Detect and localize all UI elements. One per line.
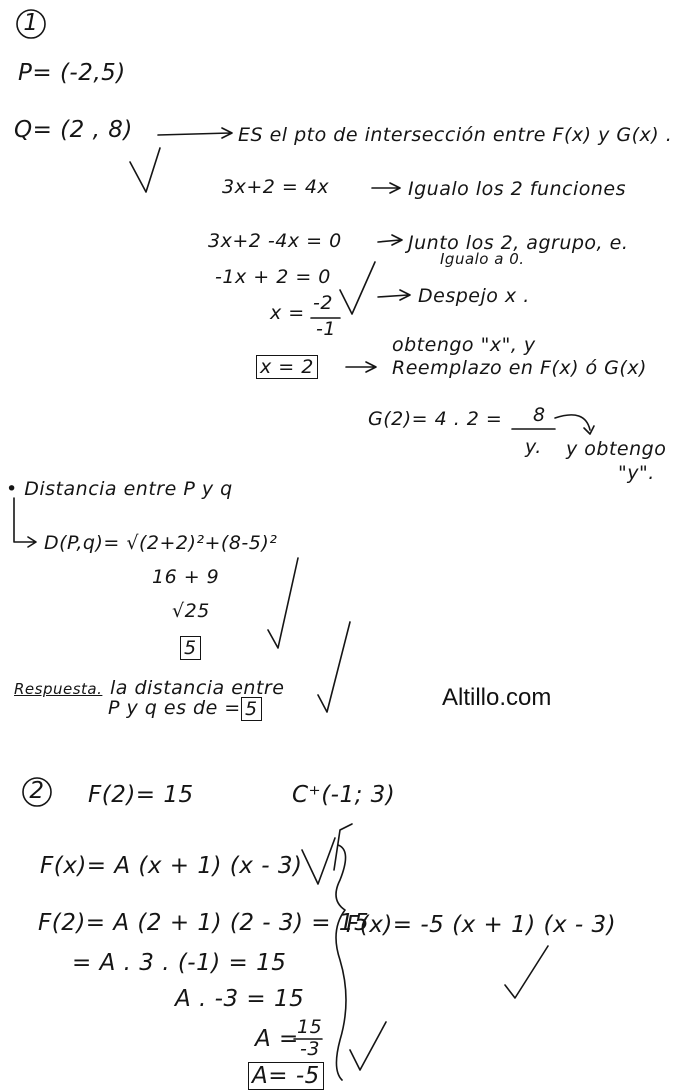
equation-4-note: Despejo x . <box>418 285 530 307</box>
bracket-right <box>336 845 346 1080</box>
obtengo-note: obtengo "x", y <box>392 334 536 356</box>
y-mark: y. <box>525 436 542 458</box>
vertex-c: C⁺(-1; 3) <box>292 782 396 808</box>
equation-4-left: x = <box>270 302 305 324</box>
substitution-3: A . -3 = 15 <box>175 986 305 1012</box>
checkmark-final <box>505 946 548 998</box>
substitution-1: F(2)= A (2 + 1) (2 - 3) = 15 <box>38 910 370 936</box>
equation-2-note-a: Junto los 2, agrupo, e. <box>408 232 629 254</box>
equation-1: 3x+2 = 4x <box>222 176 330 198</box>
conclusion-label: Respuesta. <box>14 680 103 698</box>
distance-bracket-arrow <box>14 498 36 547</box>
arrow-g-value <box>555 415 594 434</box>
arrow-x-result <box>346 362 376 372</box>
conclusion-value: 5 <box>241 697 262 721</box>
distance-step-1: 16 + 9 <box>152 566 220 588</box>
section-2-number: 2 <box>29 778 45 804</box>
y-note-a: y obtengo <box>566 438 667 460</box>
checkmark-bottom <box>350 1022 386 1070</box>
a-result: A= -5 <box>248 1062 324 1090</box>
equation-4-numerator: -2 <box>313 292 333 314</box>
equation-3: -1x + 2 = 0 <box>215 266 331 288</box>
checkmark-eq4 <box>340 262 375 314</box>
a-left: A = <box>255 1026 299 1052</box>
arrow-eq1 <box>372 183 400 193</box>
arrow-eq4 <box>378 290 410 300</box>
checkmark-general-form <box>302 838 335 884</box>
section-1-number: 1 <box>23 10 39 36</box>
arrow-eq2 <box>378 235 402 245</box>
point-p: P= (-2,5) <box>18 60 126 86</box>
distance-step-2: √25 <box>172 600 210 622</box>
equation-2-note-b: Igualo a 0. <box>440 250 525 268</box>
a-denominator: -3 <box>300 1038 320 1060</box>
arrow-q-note <box>158 128 232 138</box>
equation-2: 3x+2 -4x = 0 <box>208 230 342 252</box>
a-numerator: 15 <box>297 1016 323 1038</box>
point-q: Q= (2 , 8) <box>14 117 133 143</box>
final-function: F(x)= -5 (x + 1) (x - 3) <box>346 912 617 938</box>
x-result: x = 2 <box>256 355 318 379</box>
checkmark-q <box>130 148 160 192</box>
reemplazo-note: Reemplazo en F(x) ó G(x) <box>392 357 647 379</box>
g-value: 8 <box>533 404 546 426</box>
conclusion-line-a: la distancia entre <box>110 677 285 699</box>
conclusion-line-b: P y q es de = <box>108 697 241 719</box>
checkmark-c <box>334 824 352 870</box>
q-note: ES el pto de intersección entre F(x) y G(x) . <box>238 124 673 146</box>
watermark-text: Altillo.com <box>442 684 552 711</box>
checkmark-distance <box>268 558 298 648</box>
section-2-circle <box>23 778 51 806</box>
distance-step-3: 5 <box>180 636 201 660</box>
g-evaluation: G(2)= 4 . 2 = <box>368 408 503 430</box>
general-form: F(x)= A (x + 1) (x - 3) <box>40 853 303 879</box>
y-note-b: "y". <box>618 462 655 484</box>
equation-4-denominator: -1 <box>316 318 336 340</box>
checkmark-conclusion <box>318 622 350 712</box>
substitution-2: = A . 3 . (-1) = 15 <box>72 950 287 976</box>
distance-formula: D(P,q)= √(2+2)²+(8-5)² <box>44 532 278 554</box>
section-1-circle <box>17 10 45 38</box>
equation-1-note: Igualo los 2 funciones <box>408 178 627 200</box>
distance-title: • Distancia entre P y q <box>6 478 233 500</box>
f-of-2: F(2)= 15 <box>88 782 194 808</box>
